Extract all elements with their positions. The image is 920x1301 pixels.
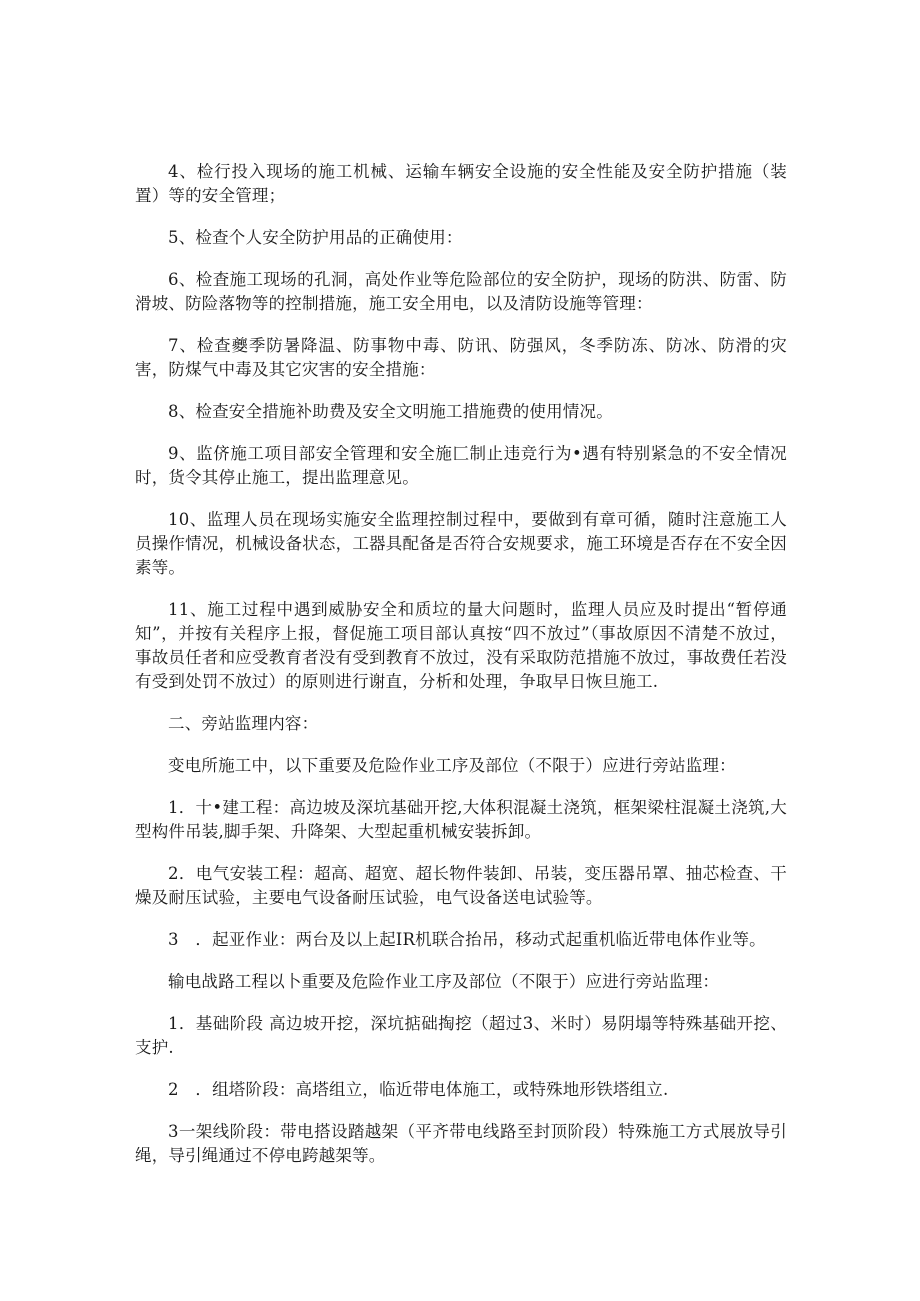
document-body — [135, 160, 787, 1186]
paragraph-item-5: 5、检查个人安全防护用品的正确使用： — [168, 228, 463, 247]
transmission-intro: 输电战路工程以卜重要及危险作业工序及部位（不限于）应进行旁站监理： — [168, 972, 720, 991]
transmission-item-3: 3一架线阶段：带电搭设踏越架（平齐带电线路至封顶阶段）特殊施工方式展放导引绳，导引绳通过不停电跨越架等。 — [135, 1122, 787, 1165]
paragraph-item-11: 11、施工过程中遇到威胁安全和质垃的量大问题时，监理人员应及时提出“暂停通知”，并按有关程序上报，督促施工项目部认真按“四不放过”（事故原因不清楚不放过，事故员任者和应受教育者没有受到教育不放过，没有采取防范措施不放过，事故费任若没有受到处罚不放过）的原则进行谢直，分析和处理，争取早日恢旦施工. — [135, 600, 787, 691]
paragraph-item-7: 7、检查夔季防暑降温、防事物中毒、防讯、防强风，冬季防冻、防冰、防滑的灾害，防煤气中毒及其它灾害的安全措施： — [135, 336, 787, 379]
substation-intro: 变电所施工中，以下重要及危险作业工序及部位（不限于）应进行旁站监理： — [168, 756, 736, 775]
paragraph-item-9: 9、监侪施工项目部安全管理和安全施匚制止违竞行为•遇有特别紧急的不安全情况时，货令其停止施工，提出监理意见。 — [135, 444, 787, 487]
paragraph-item-8: 8、检查安全措施补助费及安全文明施工措施费的使用情况。 — [168, 402, 613, 421]
substation-item-3: 3 ．起亚作业：两台及以上起IR机联合抬吊，移动式起重机临近带电体作业等。 — [168, 930, 766, 949]
section-heading-side-station: 二、旁站监理内容： — [168, 714, 319, 733]
substation-item-1: 1．十•建工程：高边坡及深坑基础开挖,大体积混凝土浇筑，框架梁柱混凝土浇筑,大型构件吊装,脚手架、升降架、大型起重机械安装拆卸。 — [135, 798, 787, 841]
transmission-item-1: 1．基础阶段 高边坡开挖，深坑掂础掏挖（超过3、米时）易阴塌等特殊基础开挖、支护. — [135, 1014, 787, 1057]
paragraph-item-10: 10、监理人员在现场实施安全监理控制过程中，要做到有章可循，随时注意施工人员操作情况，机械设备状态，工器具配备是否符合安规要求，施工环境是否存在不安全因素等。 — [135, 510, 787, 577]
substation-item-2: 2．电气安装工程：超高、超宽、超长物件装卸、吊装，变压器吊罩、抽芯检查、干燥及耐压试验，主要电气设备耐压试验，电气设备送电试验等。 — [135, 864, 787, 907]
paragraph-item-6: 6、检査施工现场的孔洞，高处作业等危险部位的安全防护，现场的防洪、防雷、防滑坡、防险落物等的控制措施，施工安全用电，以及清防设施等管理： — [135, 270, 787, 313]
transmission-item-2: 2 ．组塔阶段：高塔组立，临近带电体施工，或特殊地形铁塔组立. — [168, 1080, 669, 1099]
paragraph-item-4: 4、检行投入现场的施工机械、运输车辆安全设施的安全性能及安全防护措施（装置）等的安全管理； — [135, 162, 787, 205]
